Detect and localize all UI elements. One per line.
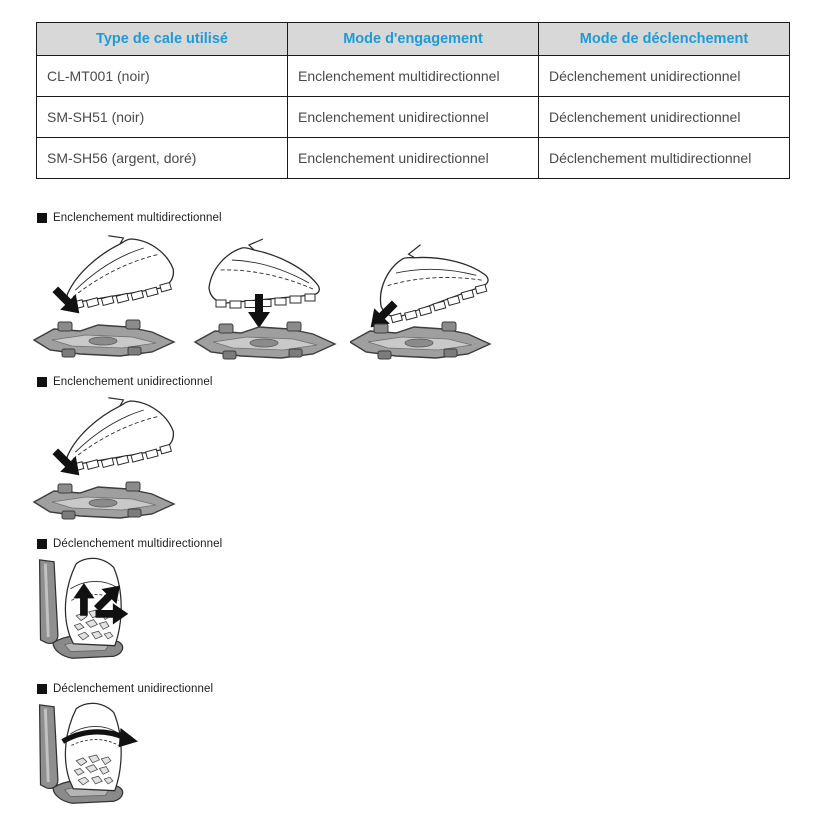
table-cell: SM-SH51 (noir) (37, 97, 288, 138)
section-heading-label: Enclenchement multidirectionnel (53, 212, 222, 224)
shoe-pedal-engage-heel-angled-illustration (350, 230, 500, 360)
table-cell: Déclenchement unidirectionnel (539, 56, 790, 97)
shoe-release-twist-illustration (28, 697, 163, 813)
table-cell: Enclenchement unidirectionnel (288, 138, 539, 179)
section-heading-engage-uni (37, 376, 213, 388)
table-cell: Déclenchement multidirectionnel (539, 138, 790, 179)
figure-row-engage-multi (28, 230, 500, 360)
section-heading-label: Déclenchement multidirectionnel (53, 538, 223, 550)
column-header-release-mode: Mode de déclenchement (539, 23, 790, 56)
figure-row-engage-uni (28, 392, 178, 522)
figure-row-release-uni (28, 697, 163, 813)
section-bullet-square (37, 213, 47, 223)
section-bullet-square (37, 539, 47, 549)
table-header-row (37, 23, 790, 56)
shoe-release-multidirectional-illustration (28, 552, 163, 668)
section-heading-release-multi (37, 538, 222, 550)
section-heading-label: Déclenchement unidirectionnel (53, 683, 214, 695)
shoe-pedal-engage-toe-angled-illustration (28, 392, 178, 522)
shoe-pedal-engage-toe-angled-illustration (28, 230, 178, 360)
shoe-pedal-engage-straight-down-illustration (189, 230, 339, 360)
table-cell: Enclenchement unidirectionnel (288, 97, 539, 138)
table-cell: Déclenchement unidirectionnel (539, 97, 790, 138)
table-row (37, 97, 790, 138)
table-cell: SM-SH56 (argent, doré) (37, 138, 288, 179)
cleat-mode-table (36, 22, 790, 179)
section-bullet-square (37, 377, 47, 387)
table-cell: Enclenchement multidirectionnel (288, 56, 539, 97)
column-header-engagement-mode: Mode d'engagement (288, 23, 539, 56)
section-heading-label: Enclenchement unidirectionnel (53, 376, 213, 388)
section-heading-engage-multi (37, 212, 222, 224)
table-cell: CL-MT001 (noir) (37, 56, 288, 97)
section-heading-release-uni (37, 683, 213, 695)
table-row (37, 138, 790, 179)
section-bullet-square (37, 684, 47, 694)
figure-row-release-multi (28, 552, 163, 668)
column-header-cleat-type: Type de cale utilisé (37, 23, 288, 56)
table-row (37, 56, 790, 97)
